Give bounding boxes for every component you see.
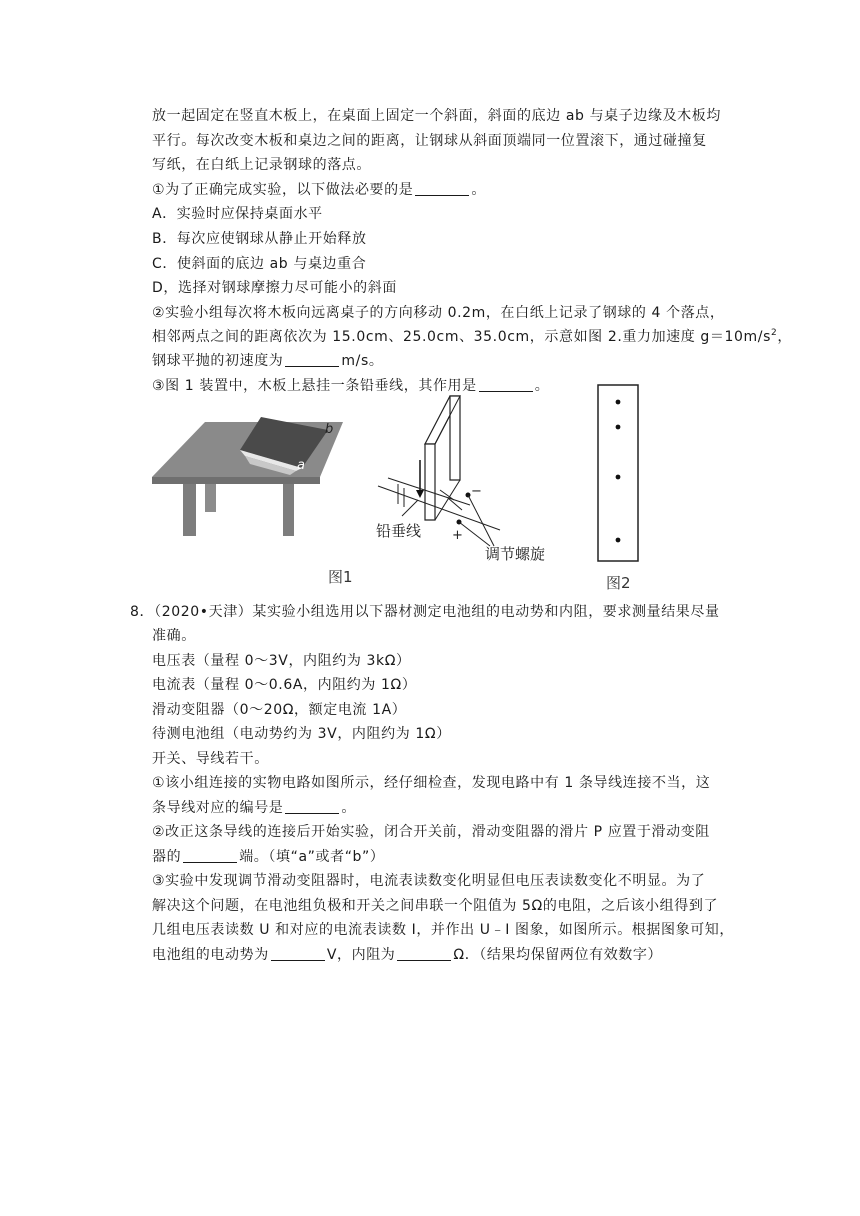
table-edge (152, 477, 320, 484)
q8-header: 8．（2020•天津）某实验小组选用以下器材测定电池组的电动势和内阻，要求测量结果尽量 (130, 604, 720, 620)
q7-sub2-line-2-end: ， (777, 329, 792, 345)
label-plus: + (452, 528, 463, 543)
plumb-bob (416, 490, 424, 498)
q7-sub2-line-3-end: m/s。 (341, 353, 384, 369)
answer-blank (285, 799, 339, 814)
fig2-point (616, 475, 621, 480)
q8-item-rheostat: 滑动变阻器（0～20Ω，额定电流 1A） (152, 702, 407, 718)
answer-blank (183, 848, 237, 863)
q7-text-line-1: 放一起固定在竖直木板上，在桌面上固定一个斜面，斜面的底边 ab 与桌子边缘及木板均 (152, 108, 721, 124)
q7-sub3-end: 。 (534, 378, 550, 394)
q8-s3-line-1: ③实验中发现调节滑动变阻器时，电流表读数变化明显但电压表读数变化不明显。为了 (152, 873, 706, 889)
q7-option-b: B．每次应使钢球从静止开始释放 (152, 231, 367, 247)
label-b: b (325, 422, 334, 437)
board-back (450, 396, 460, 480)
fig2-caption: 图2 (606, 574, 631, 592)
q7-sub1-text: ①为了正确完成实验，以下做法必要的是 (152, 182, 414, 198)
q8-s3-text: 电池组的电动势为 (152, 947, 269, 963)
answer-blank (271, 946, 325, 961)
fig2-point (616, 400, 621, 405)
answer-blank (397, 946, 451, 961)
q8-item-battery: 待测电池组（电动势约为 3V，内阻约为 1Ω） (152, 726, 451, 742)
board-front (425, 444, 435, 520)
q8-s2-end: 端。（填“a”或者“b”） (239, 849, 385, 865)
fig1-caption: 图1 (328, 568, 353, 586)
q8-s2-line-1: ②改正这条导线的连接后开始实验，闭合开关前，滑动变阻器的滑片 P 应置于滑动变阻 (152, 824, 710, 840)
q8-s1-line-1: ①该小组连接的实物电路如图所示，经仔细检查，发现电路中有 1 条导线连接不当，这 (152, 775, 711, 791)
figure-area (0, 380, 860, 595)
q8-s3-line-3: 几组电压表读数 U 和对应的电流表读数 I，并作出 U﹣I 图象，如图所示。根据图象可知， (152, 922, 735, 938)
q8-s2-text: 器的 (152, 849, 182, 865)
q8-s1-line-2 (152, 798, 356, 818)
q8-s3-line-2: 解决这个问题，在电池组负极和开关之间串联一个阻值为 5Ω的电阻，之后该小组得到了 (152, 898, 719, 914)
fig1-table-illustration (0, 380, 860, 595)
table-leg (183, 484, 196, 536)
answer-blank (285, 352, 339, 367)
q8-header-2: 准确。 (152, 628, 196, 644)
q8-item-voltmeter: 电压表（量程 0～3V，内阻约为 3kΩ） (152, 653, 411, 669)
q8-s2-line-2 (152, 847, 384, 867)
table-leg (283, 484, 294, 536)
q7-sub1-end: 。 (471, 182, 486, 198)
q7-sub1 (152, 180, 486, 200)
q8-item-ammeter: 电流表（量程 0～0.6A，内阻约为 1Ω） (152, 677, 417, 693)
q7-text-line-3: 写纸，在白纸上记录钢球的落点。 (152, 157, 371, 173)
q7-sub2-line-3-text: 钢球平抛的初速度为 (152, 353, 284, 369)
q8-s3-end: Ω．（结果均保留两位有效数字） (453, 947, 663, 963)
q7-sub2-exponent: 2 (770, 328, 778, 338)
fig2-paper (598, 385, 638, 561)
label-a: a (297, 458, 305, 473)
fig2-point (616, 538, 621, 543)
q7-sub2-line-2-text: 相邻两点之间的距离依次为 15.0cm、25.0cm、35.0cm，示意如图 2.重力加速度 g＝10m/s (152, 329, 771, 345)
q7-sub3-text: ③图 1 装置中，木板上悬挂一条铅垂线，其作用是 (152, 378, 477, 394)
q7-sub2-line-2 (152, 327, 792, 347)
q7-option-c: C．使斜面的底边 ab 与桌边重合 (152, 256, 367, 272)
label-plumb-line: 铅垂线 (376, 522, 422, 540)
q8-s3-line-4 (152, 945, 662, 965)
q7-option-a: A．实验时应保持桌面水平 (152, 206, 323, 222)
answer-blank (415, 181, 469, 196)
q7-option-d: D，选择对钢球摩擦力尽可能小的斜面 (152, 280, 397, 296)
q7-text-line-2: 平行。每次改变木板和桌边之间的距离，让钢球从斜面顶端同一位置滚下，通过碰撞复 (152, 133, 707, 149)
q7-sub2-line-3 (152, 351, 383, 371)
label-adjust-screw: 调节螺旋 (485, 545, 546, 563)
leader-line (468, 495, 494, 546)
q8-s3-mid: V，内阻为 (326, 947, 396, 963)
q8-s1-end: 。 (341, 800, 357, 816)
q8-item-switch: 开关、导线若干。 (152, 751, 269, 767)
table-leg (205, 484, 216, 512)
q8-s1-text: 条导线对应的编号是 (152, 800, 284, 816)
label-minus: − (471, 484, 482, 499)
q7-sub2-line-1: ②实验小组每次将木板向远离桌子的方向移动 0.2m，在白纸上记录了钢球的 4 个落点， (152, 305, 725, 321)
fig2-point (616, 425, 621, 430)
